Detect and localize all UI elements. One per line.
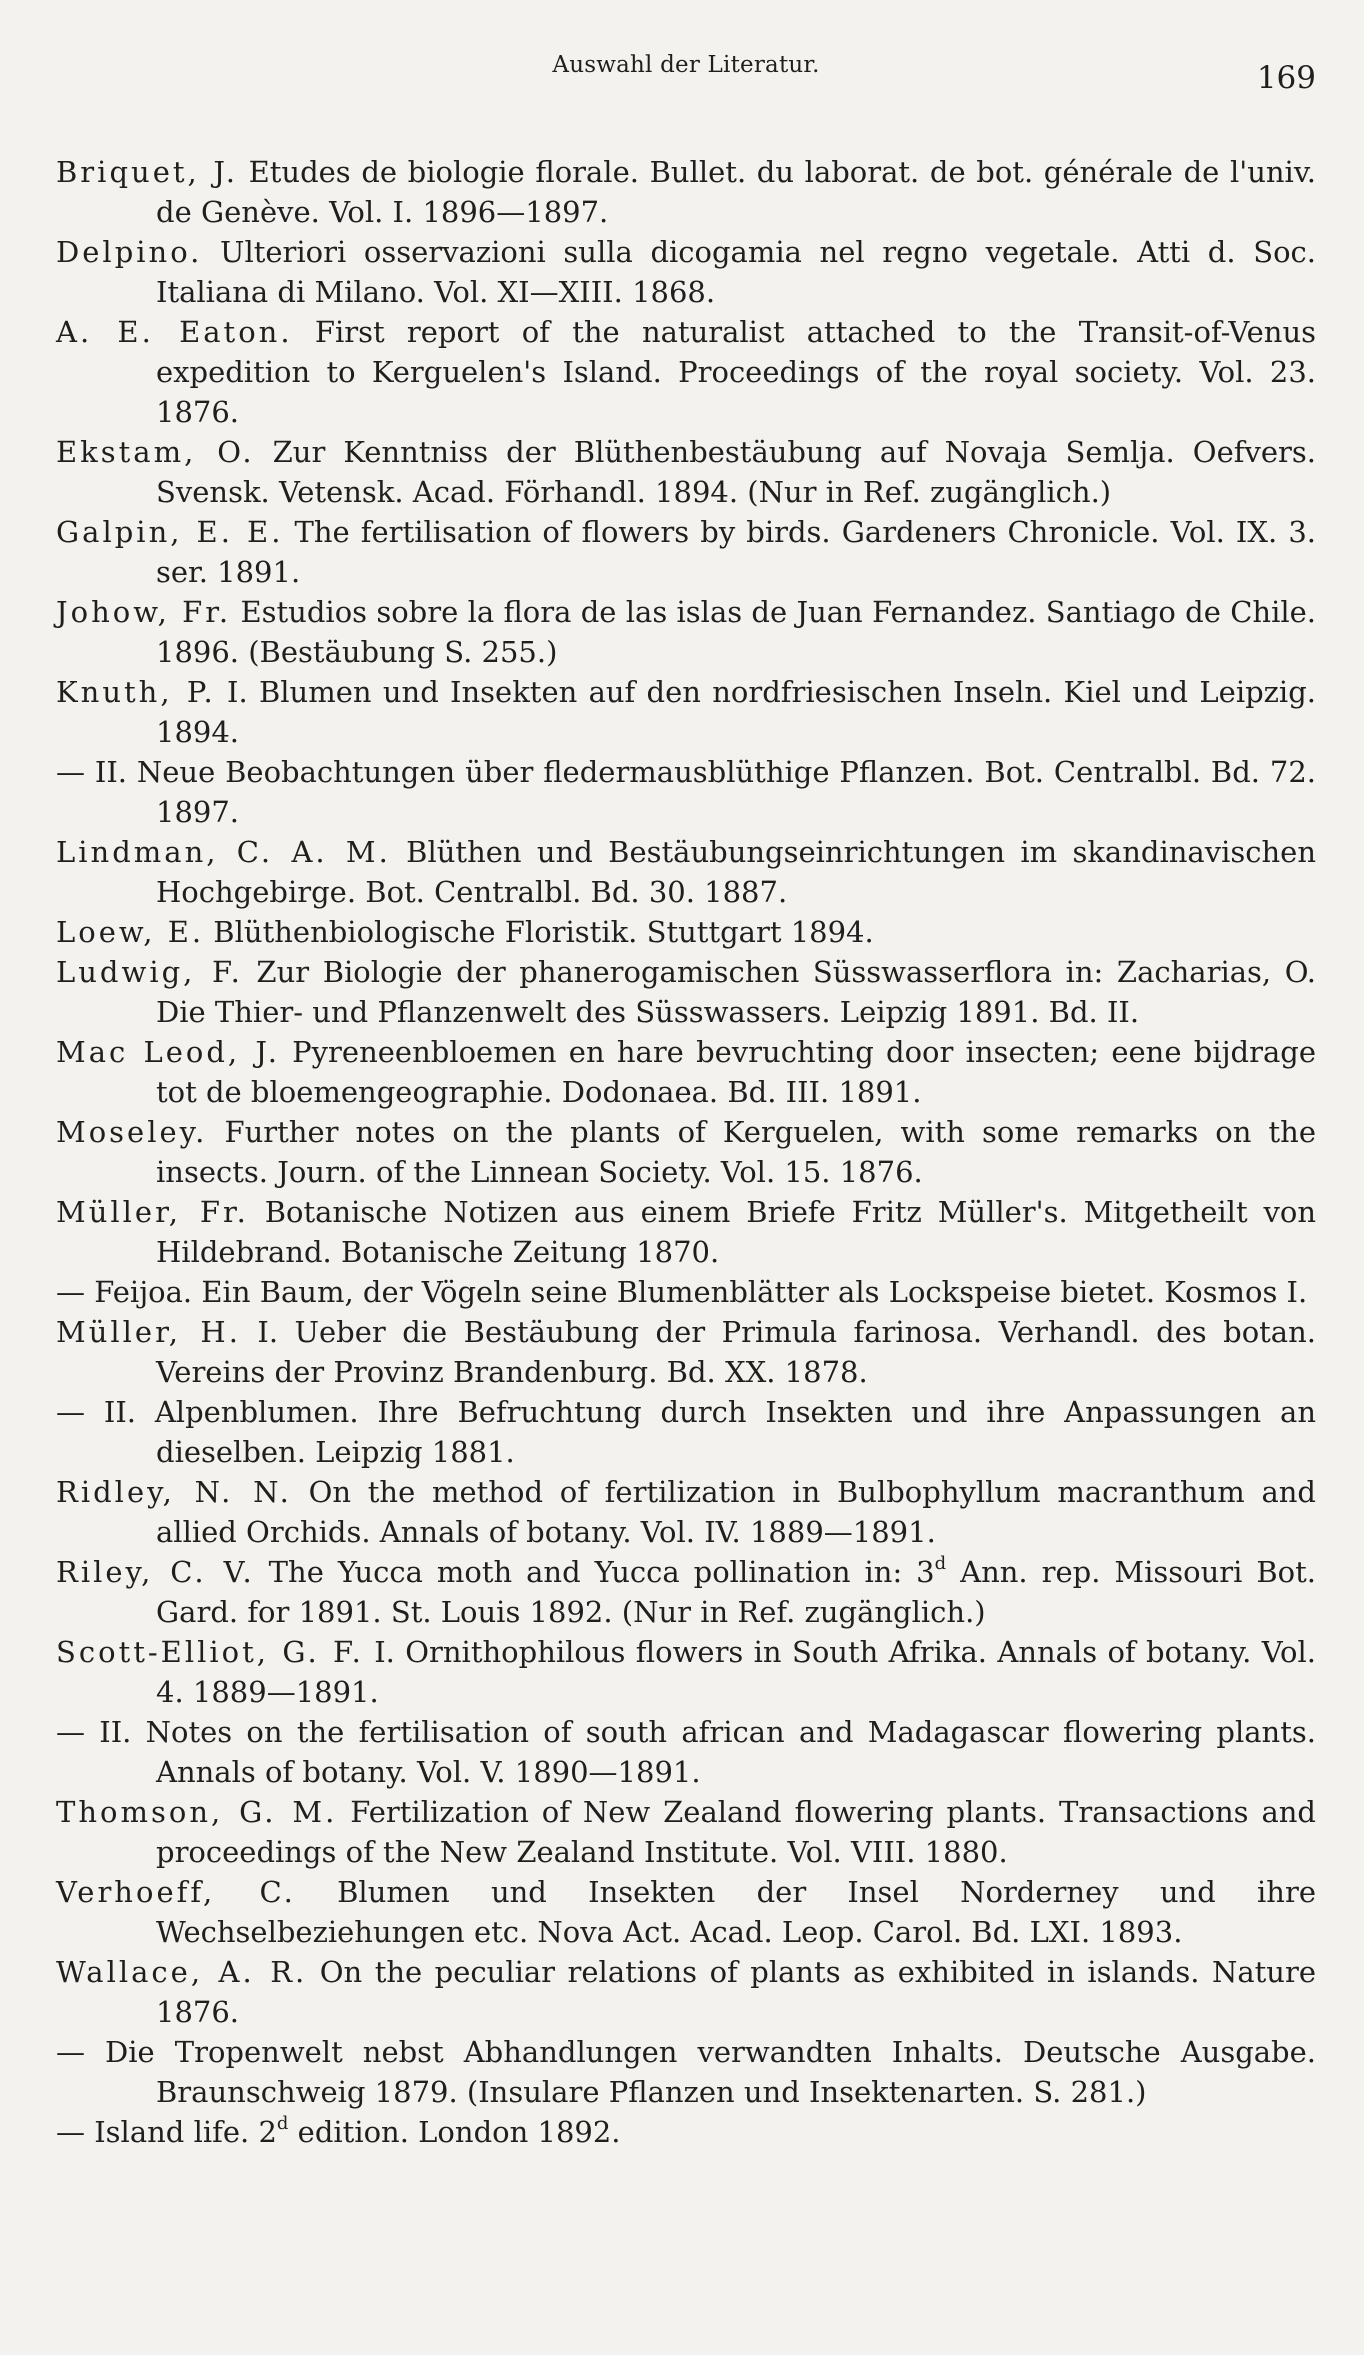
entry-author: Knuth, P. — [56, 675, 216, 709]
bibliography-entry — [56, 2032, 1316, 2112]
entry-author: Ridley, N. N. — [56, 1475, 292, 1509]
entry-author: Johow, Fr. — [56, 595, 232, 629]
bibliography-entry — [56, 1472, 1316, 1552]
entry-author: Delpino. — [56, 235, 203, 269]
bibliography-entry — [56, 1272, 1316, 1312]
entry-author: Riley, C. V. — [56, 1555, 255, 1589]
bibliography-entry — [56, 1112, 1316, 1192]
bibliography-entry — [56, 832, 1316, 912]
entry-text: II. Notes on the fertilisation of south african and Madagascar flowering plants. Annals of botany. Vol. V. 1890—1891. — [85, 1715, 1316, 1789]
entry-author: — — [56, 755, 85, 789]
entry-author: A. E. Eaton. — [56, 315, 293, 349]
entry-text: Botanische Notizen aus einem Briefe Fritz Müller's. Mitgetheilt von Hildebrand. Botanische Zeitung 1870. — [156, 1195, 1316, 1269]
bibliography-entry — [56, 1872, 1316, 1952]
entry-text: II. Alpenblumen. Ihre Befruchtung durch Insekten und ihre Anpassungen an dieselben. Leipzig 1881. — [85, 1395, 1316, 1469]
entry-text: On the method of fertilization in Bulbophyllum macranthum and allied Orchids. Annals of botany. Vol. IV. 1889—1891. — [156, 1475, 1316, 1549]
entry-text: Estudios sobre la flora de las islas de Juan Fernandez. Santiago de Chile. 1896. (Bestäubung S. 255.) — [156, 595, 1316, 669]
entry-author: — — [56, 2035, 85, 2069]
bibliography-entry — [56, 432, 1316, 512]
bibliography-entry — [56, 1952, 1316, 2032]
entry-text: Further notes on the plants of Kerguelen, with some remarks on the insects. Journ. of the Linnean Society. Vol. 15. 1876. — [156, 1115, 1316, 1189]
entry-author: Mac Leod, J. — [56, 1035, 280, 1069]
entry-text-continued: edition. London 1892. — [288, 2115, 621, 2149]
bibliography-entry — [56, 1632, 1316, 1712]
entry-author: — — [56, 1715, 85, 1749]
entry-text: Zur Kenntniss der Blüthenbestäubung auf Novaja Semlja. Oefvers. Svensk. Vetensk. Acad. Förhandl. 1894. (Nur in Ref. zugänglich.) — [156, 435, 1316, 509]
entry-text: The fertilisation of flowers by birds. Gardeners Chronicle. Vol. IX. 3. ser. 1891. — [156, 515, 1316, 589]
entry-text: Fertilization of New Zealand flowering plants. Transactions and proceedings of the New Zealand Institute. Vol. VIII. 1880. — [156, 1795, 1316, 1869]
entry-text: Ulteriori osservazioni sulla dicogamia nel regno vegetale. Atti d. Soc. Italiana di Milano. Vol. XI—XIII. 1868. — [156, 235, 1316, 309]
entry-author: — — [56, 1395, 85, 1429]
entry-text: Pyreneenbloemen en hare bevruchting door insecten; eene bijdrage tot de bloemengeographie. Dodonaea. Bd. III. 1891. — [156, 1035, 1316, 1109]
bibliography-list — [56, 152, 1316, 2152]
bibliography-entry — [56, 1392, 1316, 1472]
entry-author: Lindman, C. A. M. — [56, 835, 391, 869]
bibliography-entry — [56, 912, 1316, 952]
entry-text: I. Ornithophilous flowers in South Afrika. Annals of botany. Vol. 4. 1889—1891. — [156, 1635, 1316, 1709]
entry-text: On the peculiar relations of plants as exhibited in islands. Nature 1876. — [156, 1955, 1316, 2029]
bibliography-entry — [56, 592, 1316, 672]
entry-text: Blumen und Insekten der Insel Norderney und ihre Wechselbeziehungen etc. Nova Act. Acad. Leop. Carol. Bd. LXI. 1893. — [156, 1875, 1316, 1949]
entry-text: Feijoa. Ein Baum, der Vögeln seine Blumenblätter als Lockspeise bietet. Kosmos I. — [85, 1275, 1308, 1309]
entry-text: The Yucca moth and Yucca pollination in: 3 — [254, 1555, 935, 1589]
entry-text: Island life. 2 — [85, 2115, 277, 2149]
entry-author: Thomson, G. M. — [56, 1795, 338, 1829]
entry-text: I. Ueber die Bestäubung der Primula farinosa. Verhandl. des botan. Vereins der Provinz Brandenburg. Bd. XX. 1878. — [156, 1315, 1316, 1389]
entry-text: II. Neue Beobachtungen über fledermausblüthige Pflanzen. Bot. Centralbl. Bd. 72. 1897. — [85, 755, 1316, 829]
entry-text: Zur Biologie der phanerogamischen Süsswasserflora in: Zacharias, O. Die Thier- und Pflanzenwelt des Süsswassers. Leipzig 1891. Bd. II. — [156, 955, 1317, 1029]
bibliography-entry — [56, 232, 1316, 312]
running-head: Auswahl der Literatur. — [552, 52, 820, 78]
entry-text: First report of the naturalist attached to the Transit-of-Venus expedition to Kerguelen's Island. Proceedings of the royal society. Vol. 23. 1876. — [156, 315, 1317, 429]
entry-text: Blüthenbiologische Floristik. Stuttgart 1894. — [204, 915, 874, 949]
bibliography-entry — [56, 1552, 1316, 1632]
bibliography-entry — [56, 1312, 1316, 1392]
entry-author: Müller, Fr. — [56, 1195, 249, 1229]
entry-author: Müller, H. — [56, 1315, 241, 1349]
bibliography-entry — [56, 952, 1316, 1032]
bibliography-entry — [56, 1792, 1316, 1872]
entry-author: Scott-Elliot, G. F. — [56, 1635, 364, 1669]
bibliography-entry — [56, 672, 1316, 752]
entry-author: Ludwig, F. — [56, 955, 243, 989]
bibliography-entry — [56, 1192, 1316, 1272]
page-header — [56, 52, 1316, 110]
entry-author: — — [56, 1275, 85, 1309]
entry-author: Loew, E. — [56, 915, 205, 949]
entry-text: Blüthen und Bestäubungseinrichtungen im skandinavischen Hochgebirge. Bot. Centralbl. Bd. 30. 1887. — [156, 835, 1317, 909]
bibliography-entry — [56, 752, 1316, 832]
entry-text-continued: Ann. rep. Missouri Bot. Gard. for 1891. St. Louis 1892. (Nur in Ref. zugänglich.) — [156, 1555, 1317, 1629]
bibliography-entry — [56, 152, 1316, 232]
entry-superscript: d — [934, 1553, 947, 1575]
bibliography-entry — [56, 1712, 1316, 1792]
entry-text: Etudes de biologie florale. Bullet. du laborat. de bot. générale de l'univ. de Genève. Vol. I. 1896—1897. — [156, 155, 1316, 229]
entry-superscript: d — [276, 2113, 289, 2135]
entry-author: — — [56, 2115, 85, 2149]
entry-author: Moseley. — [56, 1115, 208, 1149]
bibliography-entry — [56, 512, 1316, 592]
bibliography-entry — [56, 1032, 1316, 1112]
page-number: 169 — [1256, 60, 1316, 96]
entry-author: Verhoeff, C. — [56, 1875, 296, 1909]
entry-author: Galpin, E. E. — [56, 515, 284, 549]
bibliography-entry — [56, 312, 1316, 432]
entry-author: Wallace, A. R. — [56, 1955, 308, 1989]
bibliography-entry — [56, 2112, 1316, 2152]
entry-text: I. Blumen und Insekten auf den nordfriesischen Inseln. Kiel und Leipzig. 1894. — [156, 675, 1316, 749]
entry-text: Die Tropenwelt nebst Abhandlungen verwandten Inhalts. Deutsche Ausgabe. Braunschweig 1879. (Insulare Pflanzen und Insektenarten. S. 281.) — [85, 2035, 1316, 2109]
entry-author: Briquet, J. — [56, 155, 238, 189]
entry-author: Ekstam, O. — [56, 435, 255, 469]
